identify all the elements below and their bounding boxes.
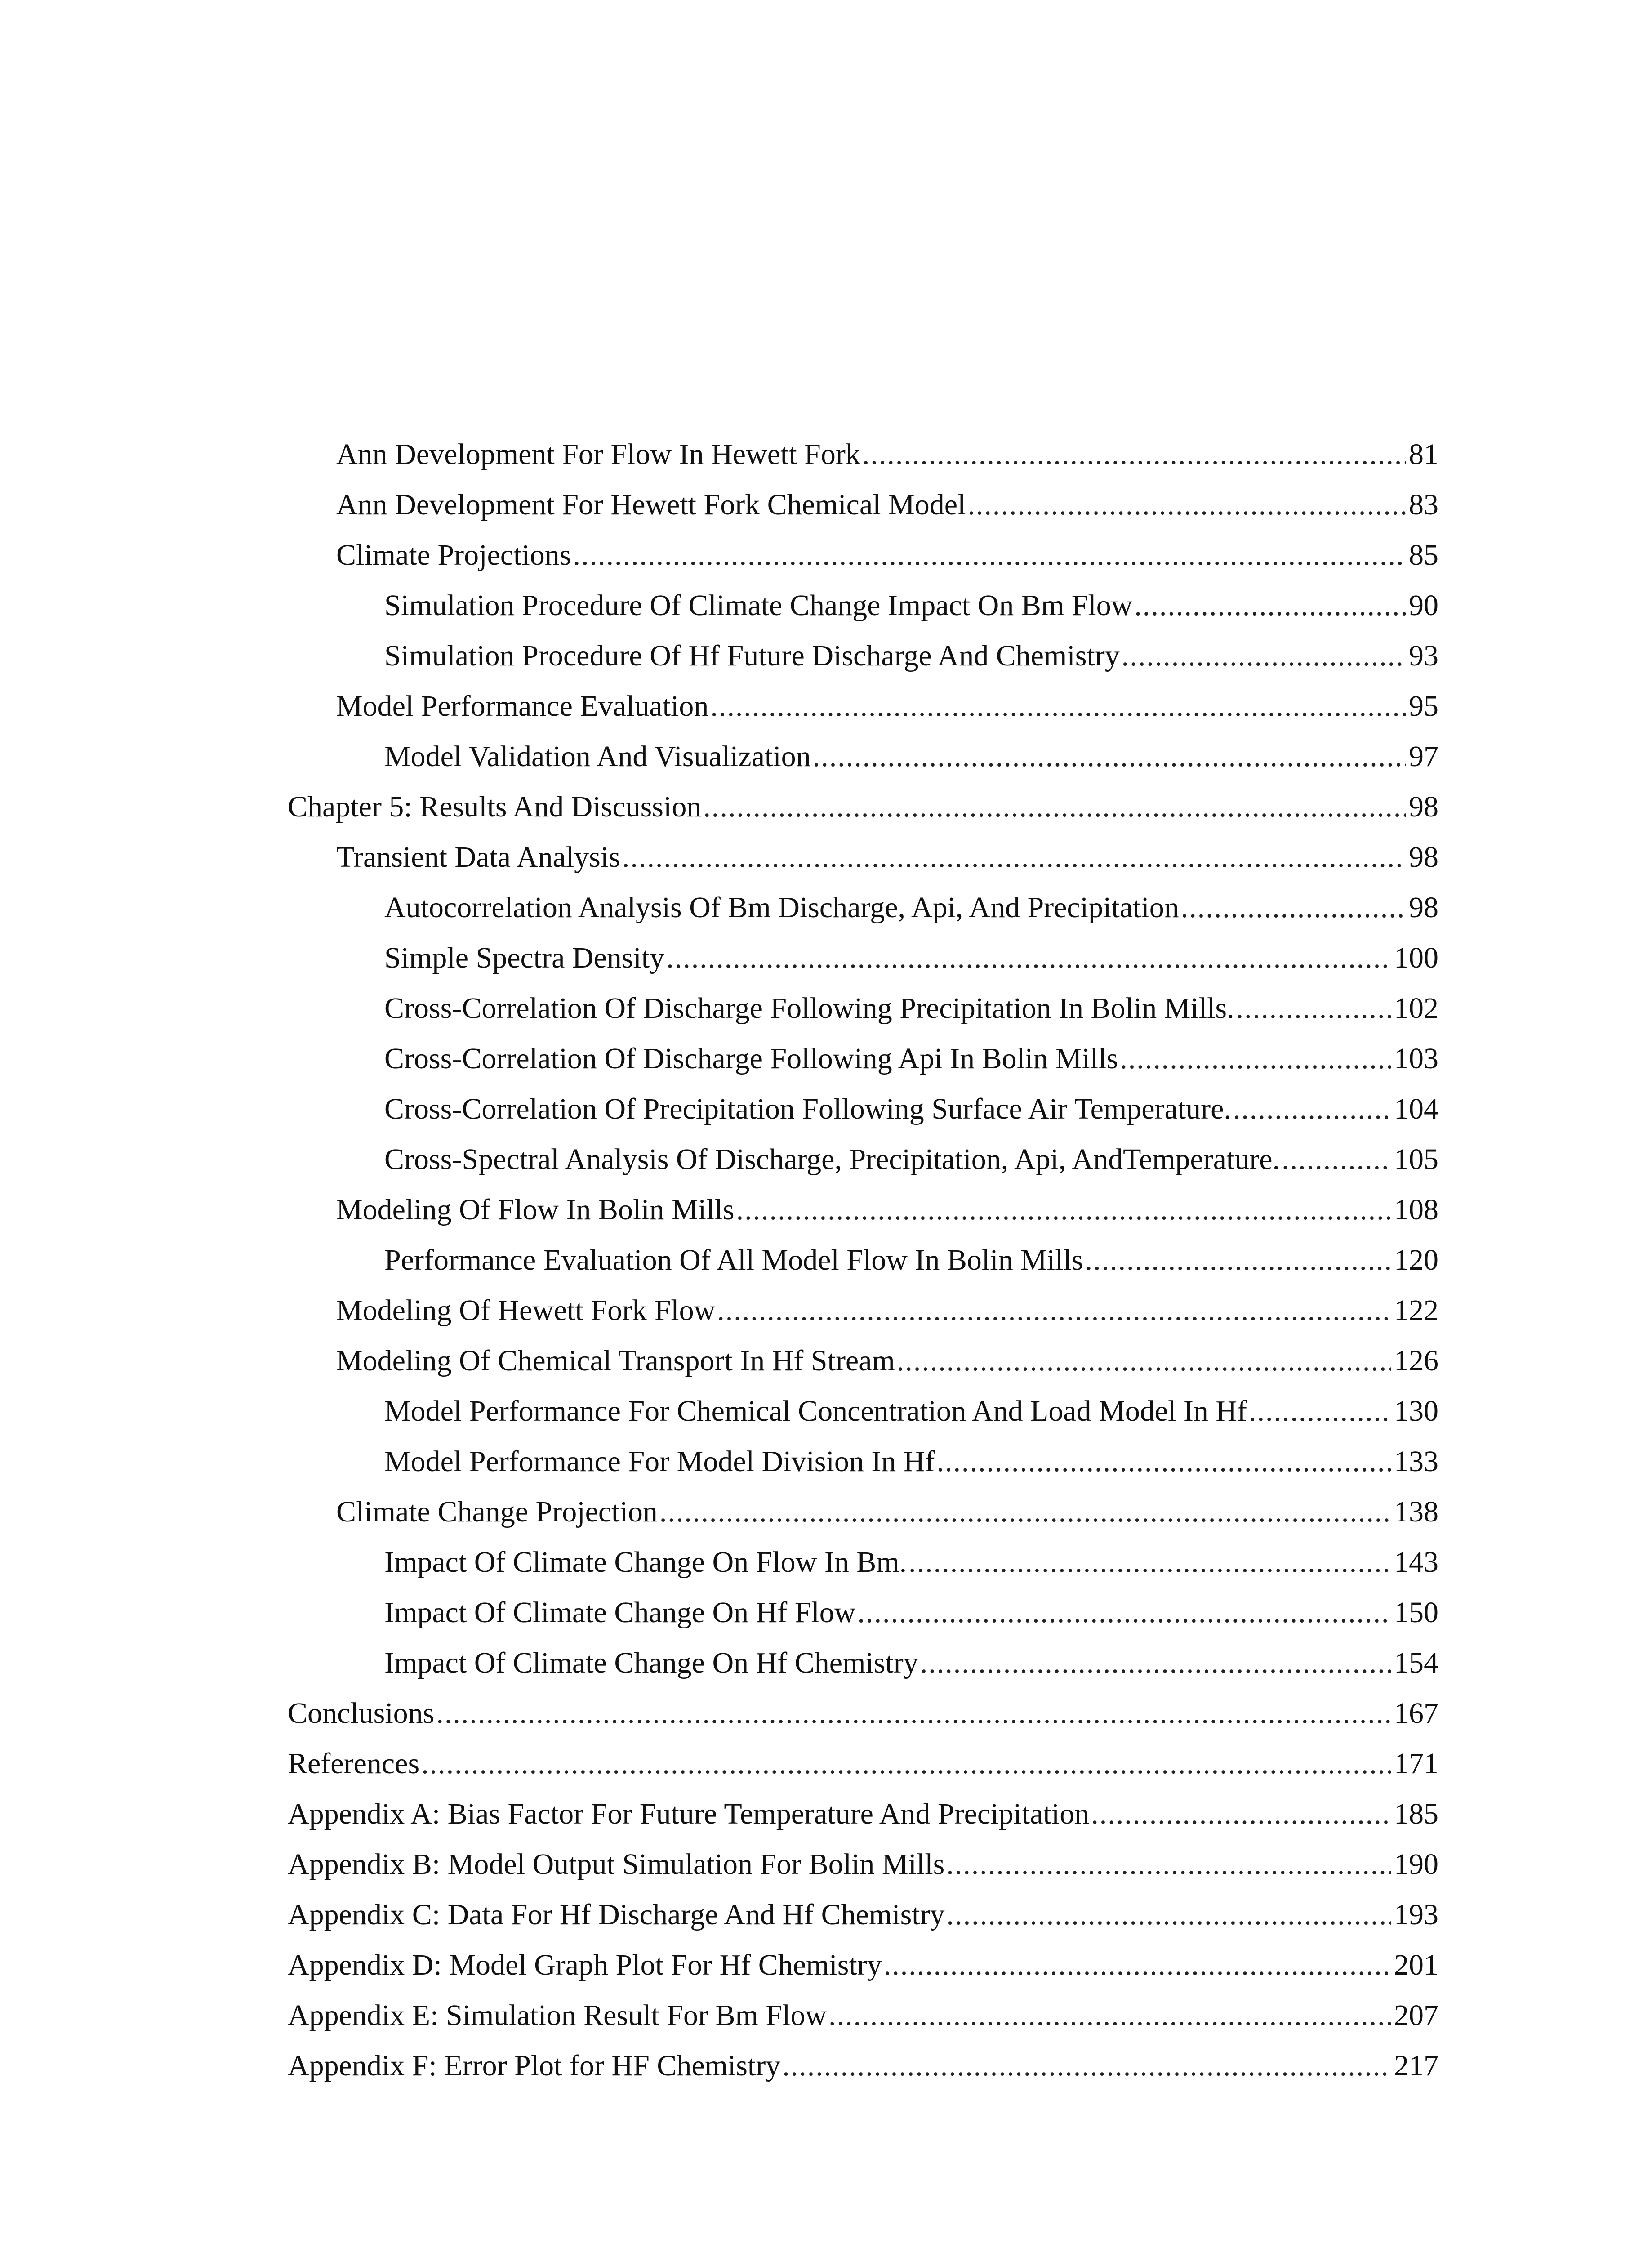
dot-leader: [717, 1285, 1391, 1336]
toc-entry-page-number: 120: [1394, 1244, 1438, 1276]
toc-entry[interactable]: [288, 782, 1438, 832]
toc-entry[interactable]: [288, 580, 1438, 631]
toc-entry-page-number: 98: [1409, 891, 1438, 924]
toc-entry-title: Model Performance For Model Division In Hf: [384, 1436, 935, 1487]
dot-leader: [1236, 983, 1391, 1034]
toc-entry-title: References: [288, 1739, 419, 1789]
dot-leader: [782, 2041, 1391, 2091]
toc-entry-page-number: 93: [1409, 639, 1438, 672]
toc-entry-title: Impact Of Climate Change On Flow In Bm.: [384, 1537, 907, 1588]
dot-leader: [710, 681, 1406, 731]
dot-leader: [703, 782, 1406, 832]
toc-entry-page-number: 98: [1409, 841, 1438, 874]
dot-leader: [573, 530, 1406, 580]
toc-entry-title: Model Validation And Visualization: [384, 731, 811, 782]
dot-leader: [967, 480, 1406, 530]
toc-entry[interactable]: [288, 1285, 1438, 1336]
toc-entry-title: Cross-Correlation Of Discharge Following Api In Bolin Mills: [384, 1034, 1118, 1084]
toc-entry[interactable]: [288, 1537, 1438, 1588]
dot-leader: [436, 1688, 1391, 1739]
toc-entry-title: Simulation Procedure Of Hf Future Discharge And Chemistry: [384, 631, 1120, 681]
dot-leader: [1122, 631, 1406, 681]
toc-entry-page-number: 85: [1409, 539, 1438, 571]
toc-entry[interactable]: [288, 480, 1438, 530]
toc-entry-title: Impact Of Climate Change On Hf Chemistry: [384, 1638, 918, 1688]
toc-entry-page-number: 150: [1394, 1596, 1438, 1629]
toc-entry[interactable]: [288, 883, 1438, 933]
dot-leader: [947, 1890, 1391, 1940]
toc-entry-page-number: 122: [1394, 1294, 1438, 1327]
toc-entry-title: Appendix A: Bias Factor For Future Temperature And Precipitation: [288, 1789, 1089, 1839]
toc-entry-title: Chapter 5: Results And Discussion: [288, 782, 701, 832]
toc-entry-page-number: 100: [1394, 941, 1438, 974]
toc-entry-title: Conclusions: [288, 1688, 434, 1739]
toc-entry-title: Cross-Correlation Of Precipitation Following Surface Air Temperature.: [384, 1084, 1231, 1134]
toc-entry[interactable]: [288, 631, 1438, 681]
toc-entry-title: Appendix B: Model Output Simulation For Bolin Mills: [288, 1839, 944, 1890]
toc-entry-page-number: 81: [1409, 438, 1438, 471]
toc-entry[interactable]: [288, 530, 1438, 580]
toc-entry-title: Model Performance For Chemical Concentration And Load Model In Hf: [384, 1386, 1247, 1436]
toc-entry-page-number: 98: [1409, 790, 1438, 823]
toc-entry-page-number: 138: [1394, 1495, 1438, 1528]
toc-entry-title: Modeling Of Flow In Bolin Mills: [336, 1185, 735, 1235]
toc-entry[interactable]: [288, 429, 1438, 480]
dot-leader: [920, 1638, 1391, 1688]
dot-leader: [659, 1487, 1391, 1537]
dot-leader: [828, 1990, 1391, 2041]
dot-leader: [1085, 1235, 1391, 1285]
toc-entry-title: Ann Development For Hewett Fork Chemical Model: [336, 480, 966, 530]
toc-entry[interactable]: [288, 1084, 1438, 1134]
toc-entry-page-number: 102: [1394, 992, 1438, 1025]
toc-entry[interactable]: [288, 1134, 1438, 1185]
toc-entry[interactable]: [288, 1739, 1438, 1789]
toc-entry[interactable]: [288, 1688, 1438, 1739]
toc-entry-page-number: 167: [1394, 1697, 1438, 1730]
toc-entry-page-number: 185: [1394, 1798, 1438, 1830]
dot-leader: [946, 1839, 1391, 1890]
toc-entry-page-number: 154: [1394, 1646, 1438, 1679]
toc-entry[interactable]: [288, 1386, 1438, 1436]
dot-leader: [936, 1436, 1391, 1487]
toc-entry[interactable]: [288, 1990, 1438, 2041]
dot-leader: [736, 1185, 1391, 1235]
dot-leader: [813, 731, 1406, 782]
toc-entry-page-number: 103: [1394, 1042, 1438, 1075]
toc-entry[interactable]: [288, 983, 1438, 1034]
toc-entry[interactable]: [288, 1235, 1438, 1285]
toc-entry-title: Climate Projections: [336, 530, 571, 580]
toc-entry-page-number: 193: [1394, 1898, 1438, 1931]
dot-leader: [1233, 1084, 1391, 1134]
toc-entry-title: Simple Spectra Density: [384, 933, 664, 983]
dot-leader: [1120, 1034, 1391, 1084]
dot-leader: [908, 1537, 1391, 1588]
toc-entry-title: Modeling Of Hewett Fork Flow: [336, 1285, 715, 1336]
toc-entry-page-number: 201: [1394, 1949, 1438, 1981]
toc-entry-title: Impact Of Climate Change On Hf Flow: [384, 1588, 855, 1638]
toc-entry-page-number: 90: [1409, 589, 1438, 622]
dot-leader: [897, 1336, 1391, 1386]
dot-leader: [1181, 883, 1406, 933]
toc-entry-title: Appendix C: Data For Hf Discharge And Hf Chemistry: [288, 1890, 945, 1940]
dot-leader: [1282, 1134, 1391, 1185]
toc-entry-title: Autocorrelation Analysis Of Bm Discharge, Api, And Precipitation: [384, 883, 1179, 933]
toc-entry-page-number: 126: [1394, 1344, 1438, 1377]
toc-entry[interactable]: [288, 1890, 1438, 1940]
toc-entry[interactable]: [288, 1487, 1438, 1537]
table-of-contents: [288, 429, 1438, 2091]
toc-entry-title: Modeling Of Chemical Transport In Hf Stream: [336, 1336, 895, 1386]
toc-entry-page-number: 217: [1394, 2049, 1438, 2082]
toc-entry-title: Cross-Correlation Of Discharge Following Precipitation In Bolin Mills.: [384, 983, 1234, 1034]
toc-entry-page-number: 207: [1394, 1999, 1438, 2032]
toc-entry-title: Performance Evaluation Of All Model Flow In Bolin Mills: [384, 1235, 1083, 1285]
dot-leader: [1249, 1386, 1391, 1436]
toc-entry-page-number: 108: [1394, 1193, 1438, 1226]
toc-entry-page-number: 133: [1394, 1445, 1438, 1478]
toc-entry[interactable]: [288, 681, 1438, 731]
toc-entry-page-number: 104: [1394, 1093, 1438, 1125]
toc-entry[interactable]: [288, 2041, 1438, 2091]
dot-leader: [1134, 580, 1406, 631]
toc-entry-title: Simulation Procedure Of Climate Change Impact On Bm Flow: [384, 580, 1132, 631]
toc-entry-title: Appendix E: Simulation Result For Bm Flow: [288, 1990, 827, 2041]
toc-entry[interactable]: [288, 832, 1438, 883]
dot-leader: [622, 832, 1406, 883]
toc-entry-page-number: 190: [1394, 1848, 1438, 1881]
toc-entry-title: Appendix D: Model Graph Plot For Hf Chemistry: [288, 1940, 882, 1990]
toc-entry[interactable]: [288, 1436, 1438, 1487]
toc-entry-page-number: 143: [1394, 1546, 1438, 1579]
toc-entry[interactable]: [288, 1940, 1438, 1990]
toc-entry[interactable]: [288, 1839, 1438, 1890]
dot-leader: [884, 1940, 1391, 1990]
toc-entry-title: Cross-Spectral Analysis Of Discharge, Precipitation, Api, AndTemperature.: [384, 1134, 1280, 1185]
toc-entry-title: Model Performance Evaluation: [336, 681, 708, 731]
dot-leader: [1091, 1789, 1391, 1839]
toc-entry-page-number: 130: [1394, 1395, 1438, 1427]
toc-entry-page-number: 97: [1409, 740, 1438, 773]
toc-entry-page-number: 95: [1409, 690, 1438, 723]
dot-leader: [421, 1739, 1391, 1789]
toc-entry[interactable]: [288, 1588, 1438, 1638]
toc-entry[interactable]: [288, 1185, 1438, 1235]
toc-entry[interactable]: [288, 1638, 1438, 1688]
toc-entry-title: Climate Change Projection: [336, 1487, 658, 1537]
toc-entry-title: Appendix F: Error Plot for HF Chemistry: [288, 2041, 780, 2091]
toc-entry[interactable]: [288, 933, 1438, 983]
toc-entry[interactable]: [288, 1336, 1438, 1386]
toc-entry[interactable]: [288, 1789, 1438, 1839]
toc-entry-page-number: 171: [1394, 1747, 1438, 1780]
toc-entry-title: Transient Data Analysis: [336, 832, 620, 883]
dot-leader: [862, 429, 1406, 480]
dot-leader: [666, 933, 1391, 983]
toc-entry[interactable]: [288, 1034, 1438, 1084]
toc-entry-title: Ann Development For Flow In Hewett Fork: [336, 429, 860, 480]
toc-entry-page-number: 83: [1409, 488, 1438, 521]
dot-leader: [857, 1588, 1391, 1638]
toc-entry[interactable]: [288, 731, 1438, 782]
toc-entry-page-number: 105: [1394, 1143, 1438, 1176]
